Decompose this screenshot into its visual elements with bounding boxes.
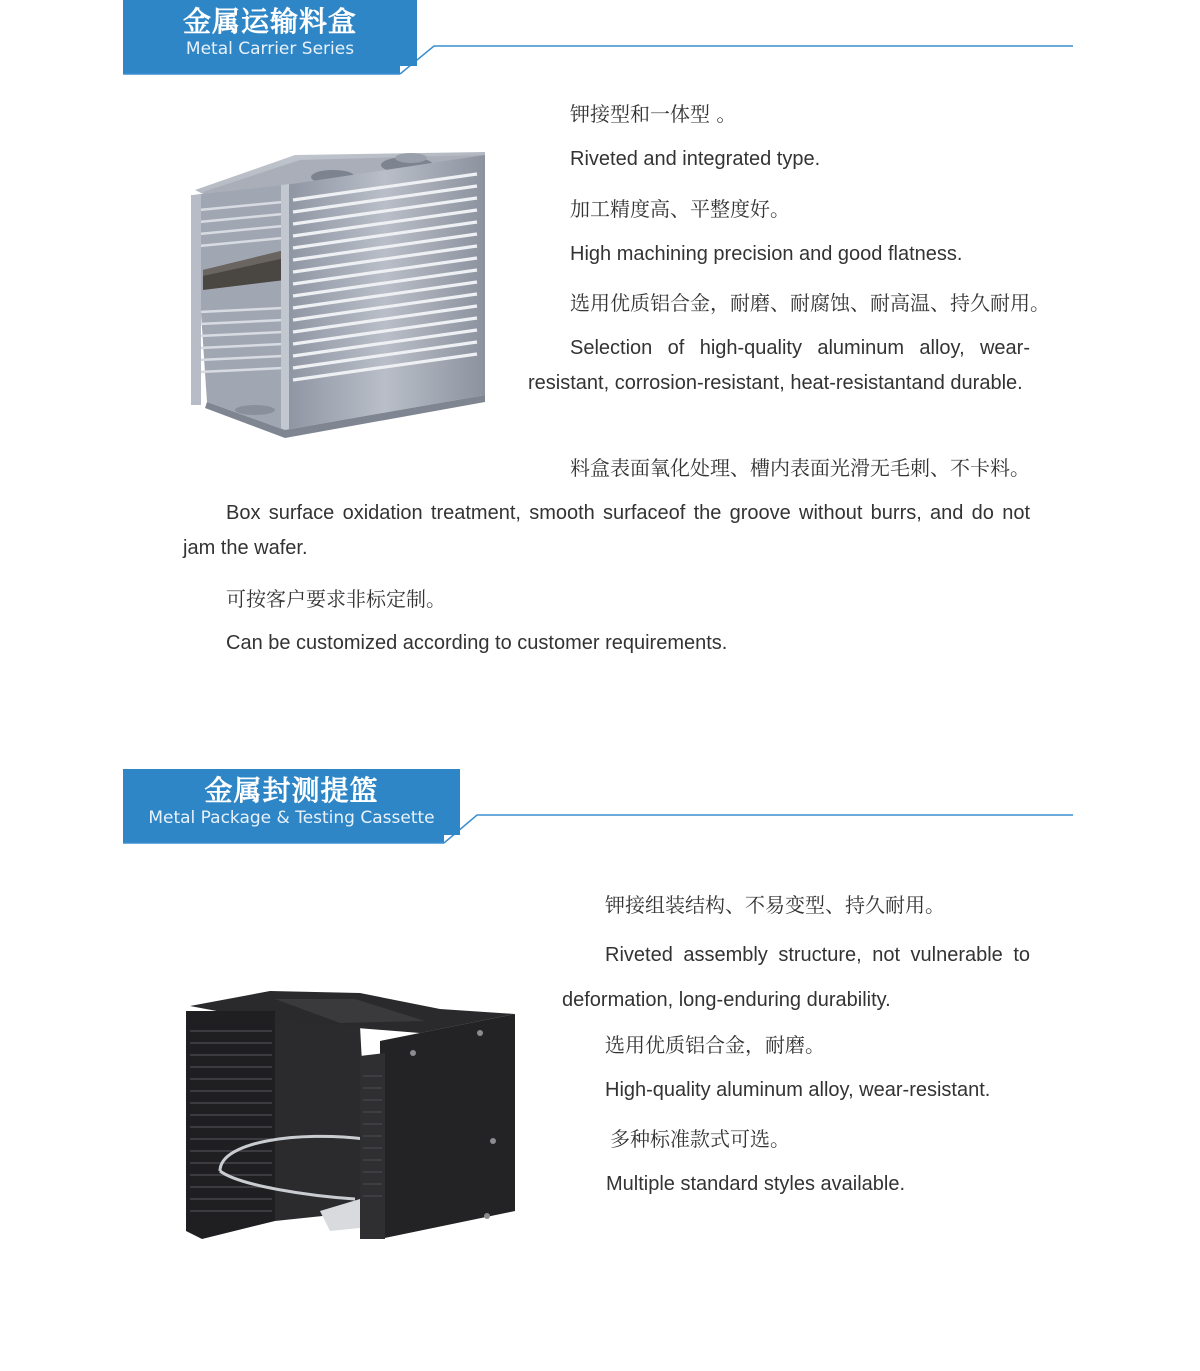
section-title-tab <box>123 769 460 835</box>
section-title-cn: 金属运输料盒 <box>182 5 357 38</box>
text-paragraph-en: Riveted assembly structure, not vulnerable to deformation, long-enduring durability. <box>562 944 1030 1011</box>
text-line-cn: 钾接型和一体型 。 <box>570 102 737 126</box>
text-line-cn: 选用优质铝合金，耐磨。 <box>605 1033 825 1057</box>
section-title-en: Metal Carrier Series <box>185 39 355 59</box>
text-line-cn: 选用优质铝合金，耐磨、耐腐蚀、耐高温、持久耐用。 <box>570 291 1050 315</box>
text-line-cn: 料盒表面氧化处理、槽内表面光滑无毛刺、不卡料。 <box>570 456 1030 480</box>
text-line-cn: 加工精度高、平整度好。 <box>570 197 790 221</box>
section-title-en: Metal Package & Testing Cassette <box>148 808 435 828</box>
text-line-cn: 钾接组装结构、不易变型、持久耐用。 <box>605 893 945 917</box>
metal-carrier-box-image <box>185 140 495 440</box>
text-line-en: Riveted and integrated type. <box>570 148 821 170</box>
text-paragraph-en: Box surface oxidation treatment, smooth surfaceof the groove without burrs, and do not jam the wafer. <box>183 502 1030 559</box>
text-line-en: Multiple standard styles available. <box>606 1173 906 1195</box>
text-line-en: High machining precision and good flatness. <box>570 243 963 265</box>
text-line-cn: 可按客户要求非标定制。 <box>226 587 446 611</box>
text-line-en: Can be customized according to customer requirements. <box>226 632 728 654</box>
text-paragraph-en: Selection of high-quality aluminum alloy, wear-resistant, corrosion-resistant, heat-resistantand durable. <box>528 337 1030 394</box>
text-line-cn: 多种标准款式可选。 <box>610 1127 790 1151</box>
text-line-en: High-quality aluminum alloy, wear-resistant. <box>605 1079 991 1101</box>
section-testing-cassette <box>0 769 1200 1329</box>
section-title-cn: 金属封测提篮 <box>204 774 379 807</box>
metal-testing-cassette-image <box>180 981 525 1241</box>
section-title-tab <box>123 0 417 66</box>
